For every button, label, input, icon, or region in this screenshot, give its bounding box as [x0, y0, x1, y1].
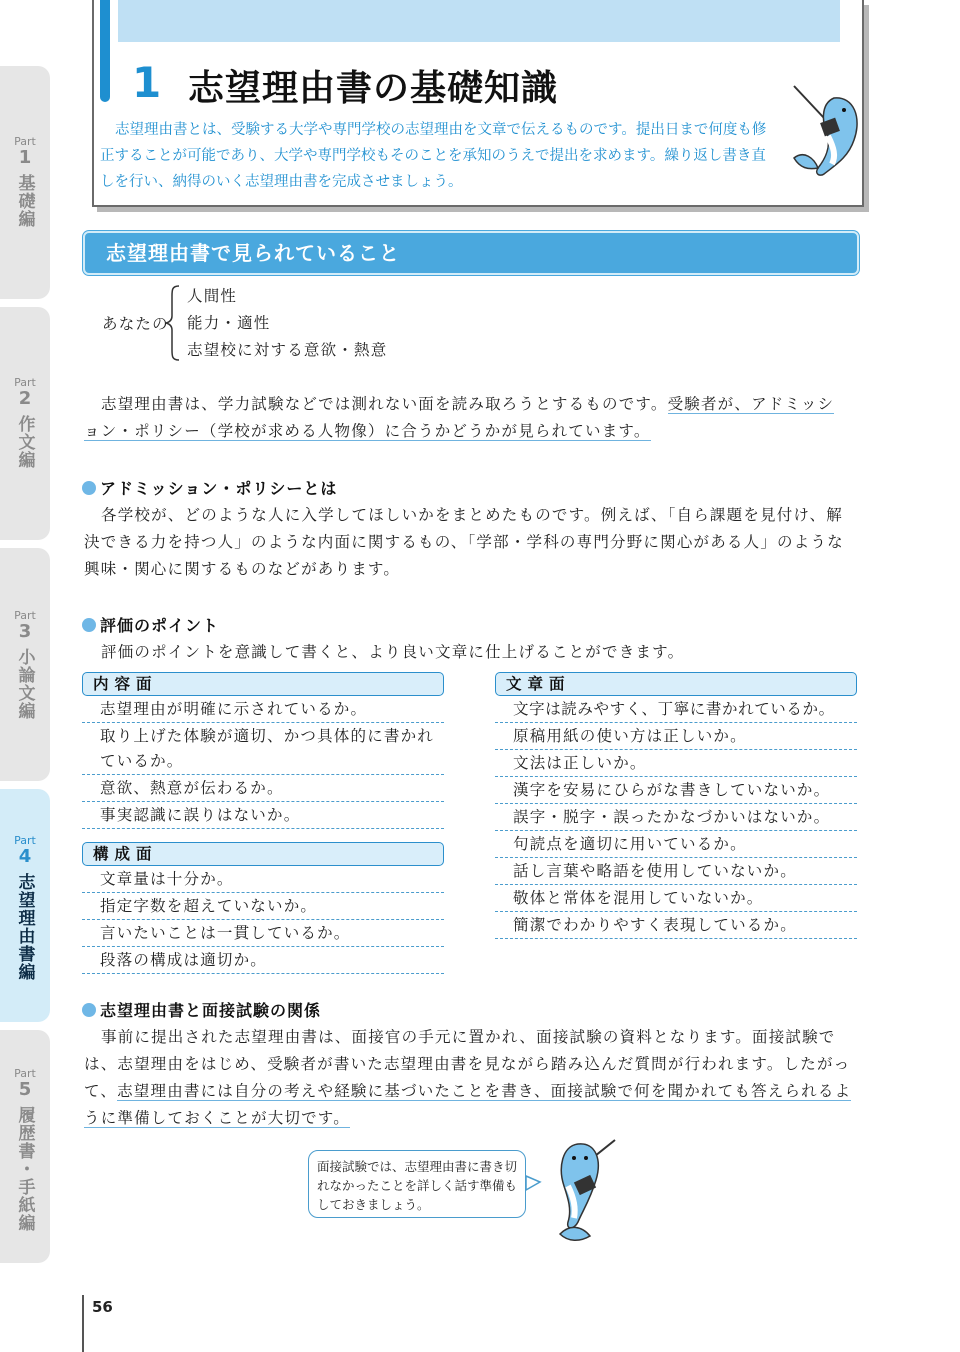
- check-row: 漢字を安易にひらがな書きしていないか。: [495, 777, 857, 804]
- paragraph-text: 事前に提出された志望理由書は、面接官の手元に置かれ、面接試験の資料となります。面接試験では、志望理由をはじめ、受験者が書いた志望理由書を見ながら踏み込んだ質問が行われます。したがって、: [84, 1028, 851, 1100]
- side-tab-part3[interactable]: [0, 548, 50, 781]
- header-top-band: [118, 0, 840, 42]
- part-label: Part: [14, 609, 36, 622]
- check-row: 敬体と常体を混用していないか。: [495, 885, 857, 912]
- interview-heading: [82, 998, 321, 1021]
- check-row: 事実認識に誤りはないか。: [82, 802, 444, 829]
- part-number: 2: [18, 388, 32, 409]
- content-table-title: 内容面: [82, 672, 444, 696]
- part-number: 4: [18, 846, 32, 867]
- admission-body: 各学校が、どのような人に入学してほしいかをまとめたものです。例えば、「自ら課題を見付け、解決できる力を持つ人」のような内面に関するもの、「学部・学科の専門分野に関心がある人」のような興味・関心に関するものなどがあります。: [84, 506, 844, 578]
- part-title: 作文編: [14, 415, 35, 469]
- bullet-icon: [82, 481, 96, 495]
- part-title: 志望理由書編: [14, 873, 35, 981]
- part-label: Part: [14, 1067, 36, 1080]
- check-row: 文章量は十分か。: [82, 866, 444, 893]
- brace-item: 人間性: [187, 287, 238, 305]
- check-row: 句読点を適切に用いているか。: [495, 831, 857, 858]
- chapter-intro: 志望理由書とは、受験する大学や専門学校の志望理由を文章で伝えるものです。提出日まで何度も修正することが可能であり、大学や専門学校もそのことを承知のうえで提出を求めます。繰り返し書き直しを行い、納得のいく志望理由書を完成させましょう。: [100, 122, 767, 190]
- brace-item: 志望校に対する意欲・熱意: [187, 341, 388, 359]
- content-table: [82, 672, 444, 829]
- part-number: 3: [18, 621, 32, 642]
- brace-items: [187, 283, 387, 364]
- section-title: 志望理由書で見られていること: [106, 241, 400, 265]
- underlined-text: るように準備しておくことが大切です。: [84, 1082, 852, 1127]
- part-number: 5: [18, 1079, 32, 1100]
- part-label: Part: [14, 834, 36, 847]
- style-table-title: 文章面: [495, 672, 857, 696]
- part-label: Part: [14, 135, 36, 148]
- heading-text: 評価のポイント: [100, 616, 220, 635]
- dolphin-pointer-icon: [520, 1138, 630, 1246]
- check-row: 文法は正しいか。: [495, 750, 857, 777]
- speech-bubble: 面接試験では、志望理由書に書き切れなかったことを詳しく話す準備もしておきましょう。: [308, 1150, 526, 1218]
- check-row: 話し言葉や略語を使用していないか。: [495, 858, 857, 885]
- structure-table: [82, 842, 444, 974]
- bullet-icon: [82, 618, 96, 632]
- check-row: 取り上げた体験が適切、かつ具体的に書かれているか。: [82, 723, 444, 775]
- underlined-text: ョン・ポリシー（学校が求める人物像）に合うかどうかが見られています。: [84, 422, 651, 440]
- paragraph-text: 志望理由書は、学力試験などでは測れない面を読み取ろうとするものです。: [101, 395, 668, 413]
- part-number: 1: [18, 147, 32, 168]
- heading-text: 志望理由書と面接試験の関係: [100, 1001, 322, 1020]
- underlined-text: 受験者が、アドミッシ: [667, 395, 835, 413]
- heading-text: アドミッション・ポリシーとは: [100, 479, 338, 498]
- brace-item: 能力・適性: [187, 314, 271, 332]
- part-title: 履歴書・手紙編: [14, 1106, 35, 1232]
- brace-icon: [164, 284, 182, 362]
- chapter-title: 志望理由書の基礎知識: [188, 68, 559, 109]
- side-tab-part4[interactable]: [0, 789, 50, 1022]
- evaluation-lead: 評価のポイントを意識して書くと、より良い文章に仕上げることができます。: [101, 643, 685, 661]
- style-table: [495, 672, 857, 939]
- check-row: 指定字数を超えていないか。: [82, 893, 444, 920]
- admission-heading: [82, 476, 337, 499]
- evaluation-heading: [82, 613, 219, 636]
- dolphin-teacher-icon: [784, 78, 864, 188]
- check-row: 簡潔でわかりやすく表現しているか。: [495, 912, 857, 939]
- brace-label: あなたの: [102, 315, 169, 333]
- part-title: 基礎編: [14, 174, 35, 228]
- bullet-icon: [82, 1003, 96, 1017]
- interview-body: [84, 1024, 859, 1132]
- check-row: 志望理由が明確に示されているか。: [82, 696, 444, 723]
- check-row: 言いたいことは一貫しているか。: [82, 920, 444, 947]
- side-tab-part5[interactable]: [0, 1030, 50, 1263]
- page-number-rule: [82, 1295, 84, 1352]
- part-label: Part: [14, 376, 36, 389]
- check-row: 段落の構成は適切か。: [82, 947, 444, 974]
- check-row: 文字は読みやすく、丁寧に書かれているか。: [495, 696, 857, 723]
- part-title: 小論文編: [14, 648, 35, 720]
- side-tab-part2[interactable]: [0, 307, 50, 540]
- header-accent-bar: [100, 0, 110, 102]
- section-paragraph: [84, 391, 864, 445]
- underlined-text: 志望理由書には自分の考えや経験に基づいたことを書き、面接試験で何を聞かれても答えられ: [117, 1082, 818, 1100]
- side-tab-part1[interactable]: [0, 66, 50, 299]
- chapter-number: 1: [132, 58, 162, 107]
- check-row: 誤字・脱字・誤ったかなづかいはないか。: [495, 804, 857, 831]
- check-row: 原稿用紙の使い方は正しいか。: [495, 723, 857, 750]
- structure-table-title: 構成面: [82, 842, 444, 866]
- page-number: 56: [92, 1298, 113, 1316]
- check-row: 意欲、熱意が伝わるか。: [82, 775, 444, 802]
